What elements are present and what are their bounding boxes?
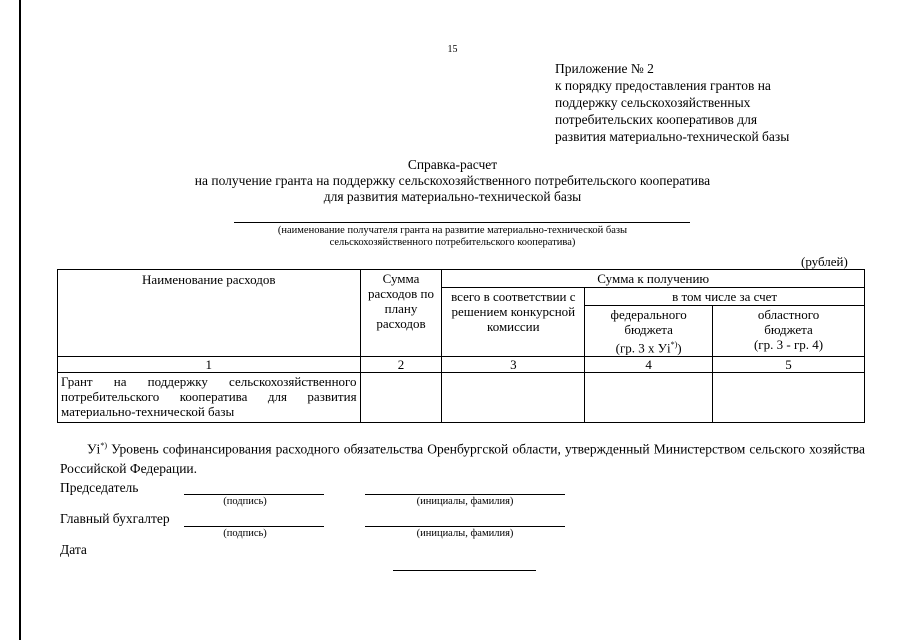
federal-label: федерального бюджета	[610, 307, 687, 337]
column-number: 5	[713, 357, 865, 373]
footnote-symbol: Уi	[87, 441, 101, 457]
header-amount-to-receive: Сумма к получению	[442, 270, 865, 288]
table-row	[58, 373, 865, 423]
footnote-sup: *)	[100, 441, 107, 450]
chairman-label: Председатель	[60, 480, 139, 495]
title-line: Справка-расчет	[407, 157, 498, 172]
regional-formula: (гр. 3 - гр. 4)	[753, 337, 824, 352]
accountant-name-line	[365, 526, 565, 527]
formula-end: )	[677, 340, 682, 356]
header-regional	[713, 306, 865, 357]
calculation-table	[57, 269, 865, 423]
name-caption: (инициалы, фамилия)	[416, 528, 514, 539]
name-caption: (инициалы, фамилия)	[416, 496, 514, 507]
footnote-text: Уровень софинансирования расходного обязательства Оренбургской области, утвержденный Министерством сельского хозяйства Российской Федерации.	[60, 441, 865, 476]
signature-caption: (подпись)	[223, 528, 267, 539]
date-label: Дата	[60, 542, 87, 557]
formula-text: (гр. 3 х Уi	[615, 340, 671, 356]
regional-label: областного бюджета	[757, 307, 820, 337]
page-left-border	[19, 0, 21, 640]
header-federal	[585, 306, 713, 357]
appendix-line: потребительских кооперативов для	[555, 112, 758, 127]
column-number: 4	[585, 357, 713, 373]
chairman-signature-line	[184, 494, 324, 495]
row-expense-name: Грант на поддержку сельскохозяйственного потребительского кооператива для развития материально-технической базы	[58, 373, 361, 423]
column-number: 3	[442, 357, 585, 373]
header-expense-name: Наименование расходов	[58, 270, 361, 357]
signature-caption: (подпись)	[223, 496, 267, 507]
header-total: всего в соответствии с решением конкурсной комиссии	[442, 288, 585, 357]
title-line: на получение гранта на поддержку сельскохозяйственного потребительского кооператива	[194, 173, 711, 188]
header-including: в том числе за счет	[585, 288, 865, 306]
row-planned-sum	[360, 373, 442, 423]
row-total	[442, 373, 585, 423]
chairman-name-line	[365, 494, 565, 495]
date-line	[393, 570, 536, 571]
recipient-name-blank	[234, 222, 690, 223]
header-planned-sum: Сумма расходов по плану расходов	[360, 270, 442, 357]
recipient-name-caption	[0, 225, 905, 249]
appendix-header	[555, 60, 789, 145]
formula-sup: *)	[670, 340, 678, 349]
appendix-line: развития материально-технической базы	[555, 129, 790, 144]
column-number: 1	[58, 357, 361, 373]
row-regional	[713, 373, 865, 423]
page-number: 15	[447, 44, 458, 55]
title-line: для развития материально-технической базы	[323, 189, 582, 204]
column-number: 2	[360, 357, 442, 373]
caption-line: (наименование получателя гранта на развитие материально-технической базы	[277, 225, 628, 236]
appendix-line: к порядку предоставления грантов на	[555, 78, 771, 93]
federal-formula	[588, 337, 709, 355]
currency-units: (рублей)	[801, 254, 848, 269]
footnote	[60, 436, 865, 478]
caption-line: сельскохозяйственного потребительского кооператива)	[329, 237, 576, 248]
row-federal	[585, 373, 713, 423]
accountant-signature-line	[184, 526, 324, 527]
document-title	[0, 157, 905, 205]
column-numbers-row	[58, 357, 865, 373]
appendix-line: Приложение № 2	[555, 61, 654, 76]
accountant-label: Главный бухгалтер	[60, 511, 170, 526]
appendix-line: поддержку сельскохозяйственных	[555, 95, 751, 110]
